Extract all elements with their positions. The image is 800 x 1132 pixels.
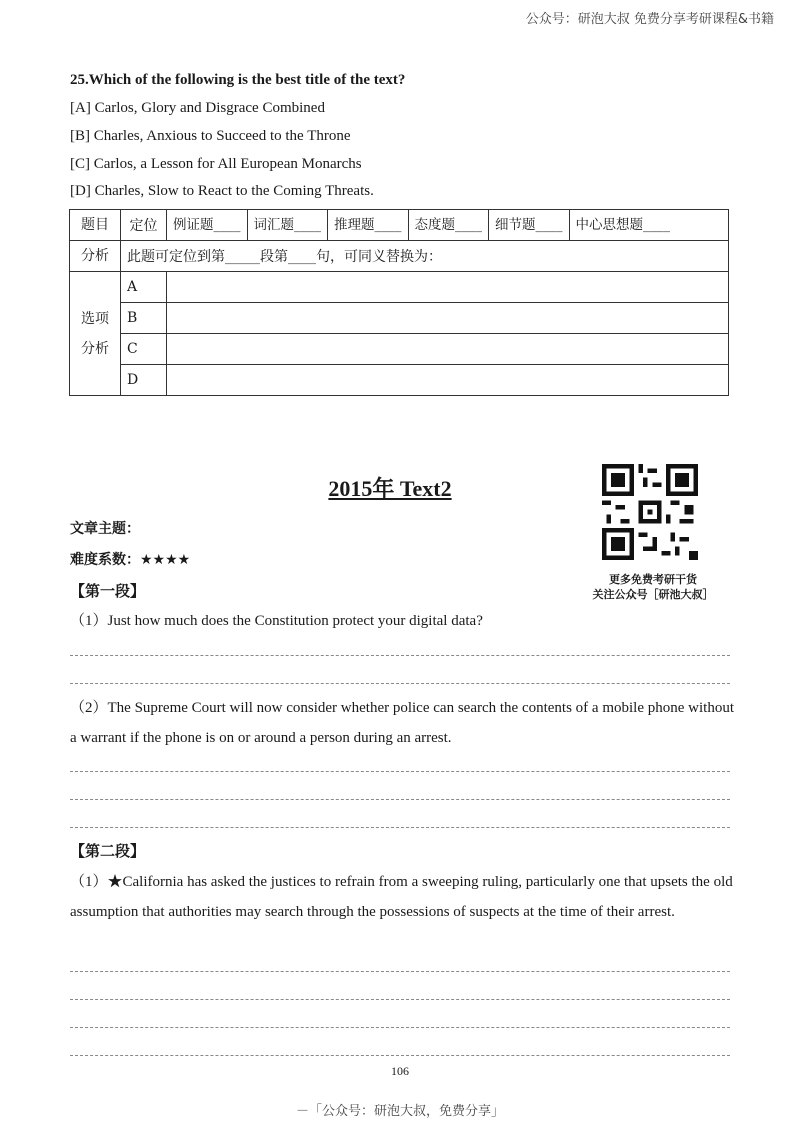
type-attitude[interactable]: 态度题____ [409, 210, 490, 240]
qr-caption-line-1: 更多免费考研干货 [609, 573, 697, 586]
option-a: [A] Carlos, Glory and Disgrace Combined [70, 100, 325, 116]
type-vocabulary[interactable]: 词汇题____ [248, 210, 329, 240]
paragraph-1-label: 【第一段】 [70, 582, 146, 600]
answer-line[interactable] [70, 683, 730, 684]
answer-line[interactable] [70, 771, 730, 772]
locate-sentence: 此题可定位到第_____段第____句，可同义替换为： [121, 241, 729, 272]
option-b-analysis-cell[interactable] [167, 303, 729, 334]
option-letter-d: D [121, 365, 167, 396]
paragraph-2-label: 【第二段】 [70, 842, 146, 860]
answer-line[interactable] [70, 655, 730, 656]
type-main-idea[interactable]: 中心思想题____ [575, 217, 670, 233]
qr-code-image [602, 464, 698, 560]
header-note: 公众号：研泡大叔 免费分享考研课程&书籍 [525, 12, 774, 27]
theme-label: 文章主题： [70, 521, 140, 537]
question-title: 25.Which of the following is the best title of the text? [70, 72, 406, 88]
page-number: 106 [391, 1064, 409, 1078]
option-letter-a: A [121, 272, 167, 303]
option-analysis-label [70, 272, 121, 396]
answer-line[interactable] [70, 1027, 730, 1028]
option-b: [B] Charles, Anxious to Succeed to the Throne [70, 128, 351, 144]
option-c-analysis-cell[interactable] [167, 334, 729, 365]
answer-line[interactable] [70, 1055, 730, 1056]
qr-caption-line-2: 关注公众号［研池大叔］ [592, 588, 714, 601]
topic-label-2: 分析 [70, 241, 121, 272]
answer-line[interactable] [70, 827, 730, 828]
paragraph-2-sentence-1: （1）★California has asked the justices to refrain from a sweeping ruling, particularly one that upsets the old assumption that authorities may search through the possessions of suspects at the time of their arrest. [70, 874, 733, 920]
option-label-1: 选项 [81, 310, 109, 327]
option-a-analysis-cell[interactable] [167, 272, 729, 303]
paragraph-1-sentence-1: （1）Just how much does the Constitution protect your digital data? [70, 613, 483, 629]
analysis-table [69, 209, 729, 396]
type-inference[interactable]: 推理题____ [328, 210, 409, 240]
topic-label-1: 题目 [70, 210, 121, 241]
section-title: 2015年 Text2 [328, 476, 452, 501]
question-types [167, 210, 729, 241]
option-d: [D] Charles, Slow to React to the Coming Threats. [70, 183, 374, 199]
option-letter-b: B [121, 303, 167, 334]
type-detail[interactable]: 细节题____ [489, 210, 570, 240]
locate-label: 定位 [121, 210, 167, 241]
option-d-analysis-cell[interactable] [167, 365, 729, 396]
answer-line[interactable] [70, 971, 730, 972]
type-example[interactable]: 例证题____ [167, 210, 248, 240]
option-c: [C] Carlos, a Lesson for All European Monarchs [70, 156, 362, 172]
option-letter-c: C [121, 334, 167, 365]
answer-line[interactable] [70, 799, 730, 800]
paragraph-1-sentence-2: （2）The Supreme Court will now consider whether police can search the contents of a mobile phone without a warrant if the phone is on or around a person during an arrest. [70, 700, 734, 746]
option-label-2: 分析 [81, 340, 109, 357]
difficulty-label: 难度系数：★★★★ [70, 552, 191, 568]
footer-note: －「公众号：研泡大叔，免费分享」 [295, 1104, 504, 1119]
qr-caption [578, 572, 728, 602]
answer-line[interactable] [70, 999, 730, 1000]
